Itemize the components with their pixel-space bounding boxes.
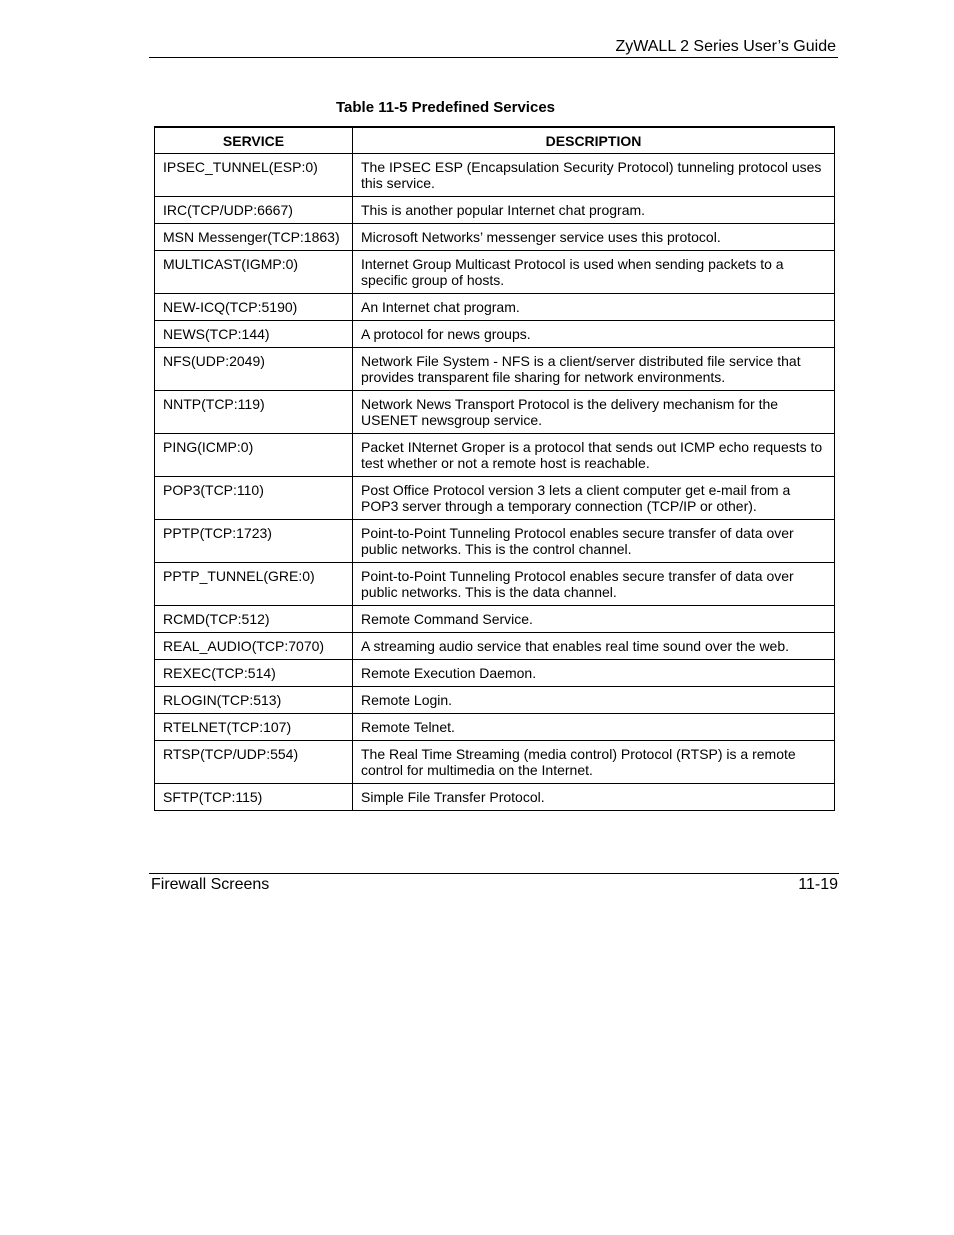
service-cell: MULTICAST(IGMP:0) [155, 251, 353, 294]
table-row [155, 197, 835, 224]
service-cell: RLOGIN(TCP:513) [155, 687, 353, 714]
table-row [155, 294, 835, 321]
description-cell: Remote Telnet. [353, 714, 835, 741]
description-cell: Microsoft Networks’ messenger service uses this protocol. [353, 224, 835, 251]
table-row [155, 348, 835, 391]
document-header-title: ZyWALL 2 Series User’s Guide [615, 38, 836, 55]
service-cell: NFS(UDP:2049) [155, 348, 353, 391]
table-header-row [155, 127, 835, 154]
table-row [155, 714, 835, 741]
table-row [155, 784, 835, 811]
footer-divider [149, 873, 839, 874]
footer-section-title: Firewall Screens [151, 876, 270, 893]
description-cell: Point-to-Point Tunneling Protocol enables secure transfer of data over public networks. This is the data channel. [353, 563, 835, 606]
table-row [155, 154, 835, 197]
description-cell: Packet INternet Groper is a protocol that sends out ICMP echo requests to test whether or not a remote host is reachable. [353, 434, 835, 477]
description-cell: A streaming audio service that enables real time sound over the web. [353, 633, 835, 660]
table-row [155, 224, 835, 251]
table-row [155, 251, 835, 294]
description-cell: Internet Group Multicast Protocol is used when sending packets to a specific group of hosts. [353, 251, 835, 294]
description-cell: This is another popular Internet chat program. [353, 197, 835, 224]
service-cell: PPTP_TUNNEL(GRE:0) [155, 563, 353, 606]
service-cell: NNTP(TCP:119) [155, 391, 353, 434]
description-cell: Remote Command Service. [353, 606, 835, 633]
service-cell: RCMD(TCP:512) [155, 606, 353, 633]
description-cell: An Internet chat program. [353, 294, 835, 321]
service-cell: PING(ICMP:0) [155, 434, 353, 477]
description-cell: Remote Login. [353, 687, 835, 714]
table-row [155, 391, 835, 434]
table-row [155, 321, 835, 348]
description-cell: Post Office Protocol version 3 lets a client computer get e-mail from a POP3 server through a temporary connection (TCP/IP or other). [353, 477, 835, 520]
service-cell: PPTP(TCP:1723) [155, 520, 353, 563]
service-cell: NEWS(TCP:144) [155, 321, 353, 348]
table-row [155, 434, 835, 477]
description-cell: The Real Time Streaming (media control) Protocol (RTSP) is a remote control for multimedia on the Internet. [353, 741, 835, 784]
description-cell: A protocol for news groups. [353, 321, 835, 348]
table-row [155, 633, 835, 660]
description-cell: Network News Transport Protocol is the delivery mechanism for the USENET newsgroup service. [353, 391, 835, 434]
service-cell: REXEC(TCP:514) [155, 660, 353, 687]
table-caption: Table 11-5 Predefined Services [336, 99, 556, 116]
table-row [155, 660, 835, 687]
service-cell: REAL_AUDIO(TCP:7070) [155, 633, 353, 660]
table-row [155, 563, 835, 606]
predefined-services-table [154, 126, 835, 811]
service-cell: IRC(TCP/UDP:6667) [155, 197, 353, 224]
table-row [155, 477, 835, 520]
service-cell: POP3(TCP:110) [155, 477, 353, 520]
description-cell: Remote Execution Daemon. [353, 660, 835, 687]
table-row [155, 687, 835, 714]
service-cell: IPSEC_TUNNEL(ESP:0) [155, 154, 353, 197]
table-row [155, 741, 835, 784]
column-header-service: SERVICE [155, 127, 353, 154]
service-cell: RTELNET(TCP:107) [155, 714, 353, 741]
service-cell: NEW-ICQ(TCP:5190) [155, 294, 353, 321]
description-cell: Network File System - NFS is a client/server distributed file service that provides transparent file sharing for network environments. [353, 348, 835, 391]
description-cell: The IPSEC ESP (Encapsulation Security Protocol) tunneling protocol uses this service. [353, 154, 835, 197]
column-header-description: DESCRIPTION [353, 127, 835, 154]
service-cell: SFTP(TCP:115) [155, 784, 353, 811]
service-cell: RTSP(TCP/UDP:554) [155, 741, 353, 784]
service-cell: MSN Messenger(TCP:1863) [155, 224, 353, 251]
table-row [155, 606, 835, 633]
footer-page-number: 11-19 [798, 876, 838, 893]
description-cell: Simple File Transfer Protocol. [353, 784, 835, 811]
description-cell: Point-to-Point Tunneling Protocol enables secure transfer of data over public networks. This is the control channel. [353, 520, 835, 563]
header-divider [149, 57, 838, 58]
table-row [155, 520, 835, 563]
